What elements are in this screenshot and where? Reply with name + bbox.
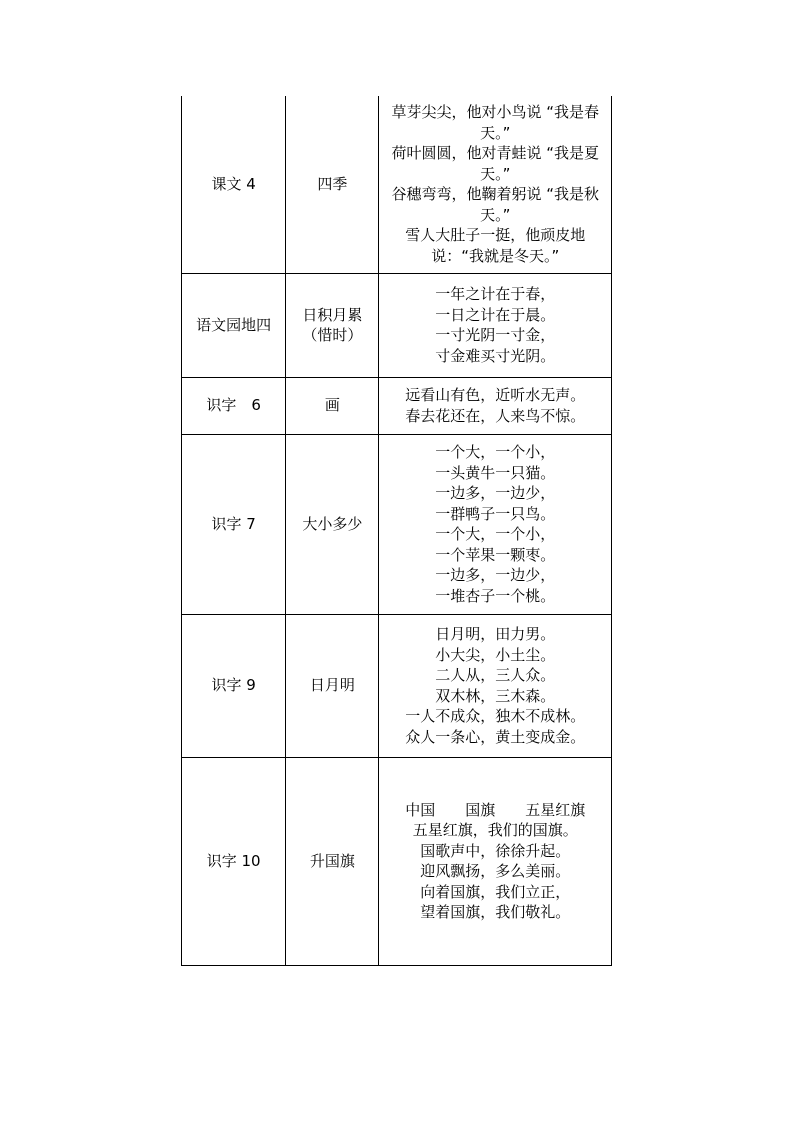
poem-line: 一个大，一个小， xyxy=(435,525,556,543)
poem-line: 中国 国旗 五星红旗 xyxy=(405,800,586,819)
poem-line: 一寸光阴一寸金， xyxy=(435,326,556,344)
title-subtitle: （惜时） xyxy=(302,326,363,344)
poem-line: 一年之计在于春， xyxy=(435,285,556,303)
title-cell: 画 xyxy=(286,377,379,434)
title-cell xyxy=(286,273,379,377)
poem-line: 谷穗弯弯，他鞠着躬说 “我是秋天。” xyxy=(391,185,599,224)
poem-line: 一头黄牛一只猫。 xyxy=(435,463,556,482)
poem-line: 寸金难买寸光阴。 xyxy=(435,346,556,365)
poem-line: 远看山有色，近听水无声。 xyxy=(405,386,586,404)
table-row xyxy=(182,614,612,757)
poem-cell xyxy=(379,273,612,377)
poem-line: 迎风飘扬，多么美丽。 xyxy=(420,862,571,880)
title-cell: 四季 xyxy=(286,96,379,273)
lesson-cell: 识字 6 xyxy=(182,377,286,434)
poem-line: 日月明，田力男。 xyxy=(435,625,556,643)
poem-line: 一边多，一边少， xyxy=(435,566,556,584)
poem-line: 草芽尖尖，他对小鸟说 “我是春天。” xyxy=(391,103,599,142)
table-row xyxy=(182,273,612,377)
poem-line: 双木林，三木森。 xyxy=(435,686,556,705)
poem-cell xyxy=(379,96,612,273)
recitation-table xyxy=(181,96,612,966)
title-cell: 升国旗 xyxy=(286,757,379,965)
table-row xyxy=(182,96,612,273)
poem-line: 五星红旗，我们的国旗。 xyxy=(412,821,578,839)
table-row xyxy=(182,434,612,614)
poem-line: 一个苹果一颗枣。 xyxy=(435,545,556,564)
poem-line: 国歌声中，徐徐升起。 xyxy=(420,841,571,860)
poem-line: 望着国旗，我们敬礼。 xyxy=(420,903,571,921)
lesson-cell: 识字 9 xyxy=(182,614,286,757)
poem-cell xyxy=(379,757,612,965)
table-row xyxy=(182,757,612,965)
poem-line: 荷叶圆圆，他对青蛙说 “我是夏天。” xyxy=(391,144,599,183)
lesson-cell: 识字 7 xyxy=(182,434,286,614)
poem-line: 一个大，一个小， xyxy=(435,443,556,461)
poem-line: 雪人大肚子一挺，他顽皮地说：“我就是冬天。” xyxy=(405,226,586,265)
title-cell: 大小多少 xyxy=(286,434,379,614)
poem-line: 一日之计在于晨。 xyxy=(435,305,556,324)
title-text: 日积月累 xyxy=(302,305,363,324)
poem-cell xyxy=(379,614,612,757)
title-cell: 日月明 xyxy=(286,614,379,757)
poem-line: 一边多，一边少， xyxy=(435,484,556,502)
lesson-cell: 识字 10 xyxy=(182,757,286,965)
table-row xyxy=(182,377,612,434)
poem-cell xyxy=(379,377,612,434)
poem-line: 春去花还在，人来鸟不惊。 xyxy=(405,406,586,425)
poem-line: 一堆杏子一个桃。 xyxy=(435,586,556,605)
poem-line: 向着国旗，我们立正， xyxy=(420,882,571,901)
lesson-cell: 语文园地四 xyxy=(182,273,286,377)
poem-line: 二人从，三人众。 xyxy=(435,666,556,684)
lesson-cell: 课文 4 xyxy=(182,96,286,273)
poem-cell xyxy=(379,434,612,614)
poem-line: 一群鸭子一只鸟。 xyxy=(435,504,556,523)
poem-line: 小大尖，小土尘。 xyxy=(435,645,556,664)
poem-line: 众人一条心，黄土变成金。 xyxy=(405,727,586,746)
poem-line: 一人不成众，独木不成林。 xyxy=(405,707,586,725)
